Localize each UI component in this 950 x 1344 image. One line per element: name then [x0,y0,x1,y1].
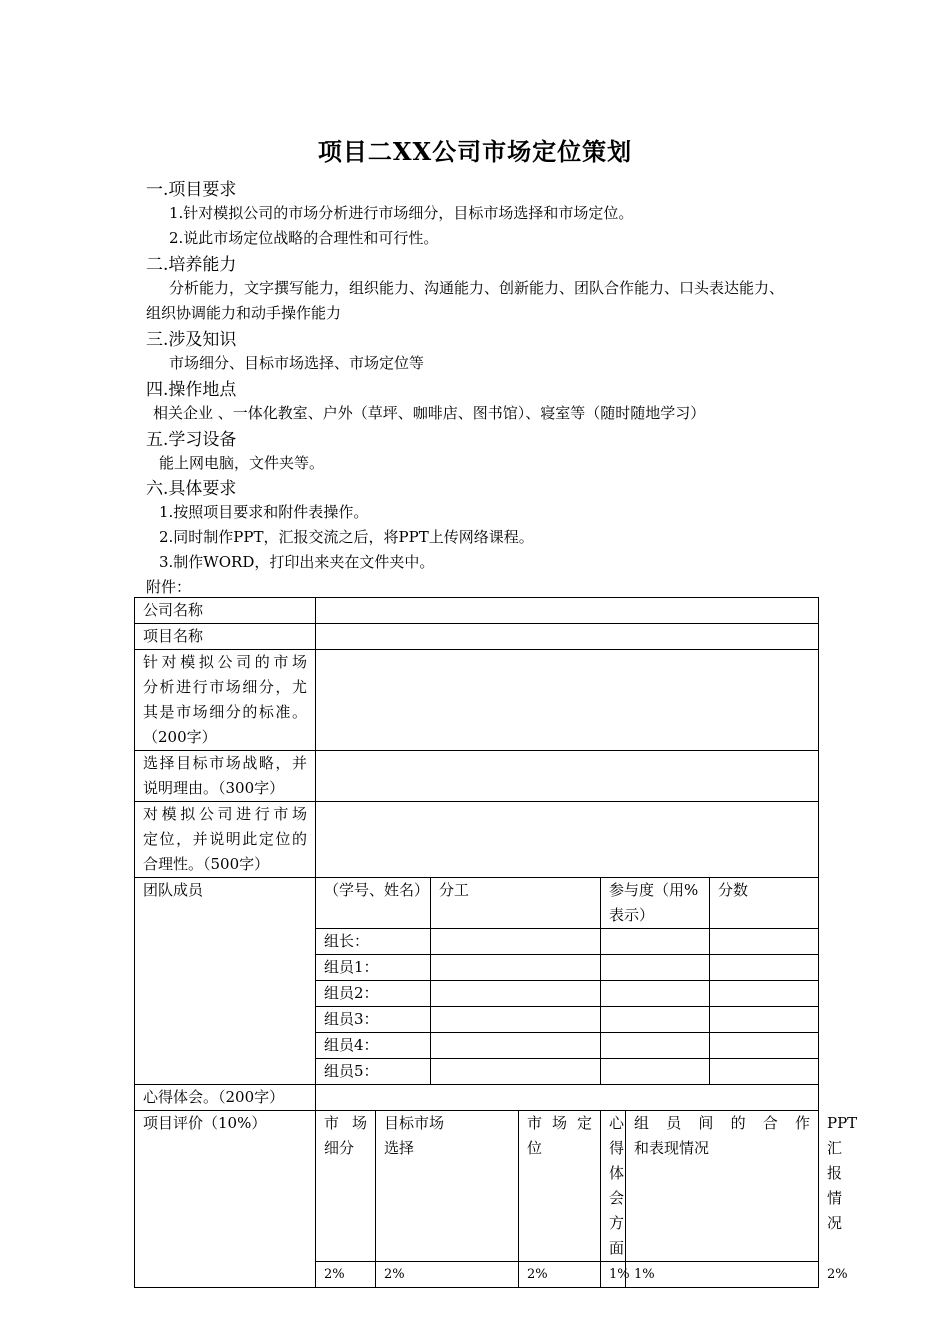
page-title: 项目二XX公司市场定位策划 [317,137,633,166]
eval-criterion-target-market [376,1111,519,1262]
member-division-field[interactable] [431,1059,601,1085]
eval-criterion-line: 选择 [384,1139,415,1157]
eval-criterion-reflection [601,1111,626,1262]
specific-line-2: 2.同时制作PPT，汇报交流之后，将PPT上传网络课程。 [159,528,534,546]
member-label-2: 组员2： [316,981,431,1007]
table-row: 项目评价（10%） 市 场 细分 目标市场 选择 市 场 定 位 心得体 会方面 组员间的合作 和表现情况 PPT 汇 报情况 [135,1111,819,1262]
company-name-label: 公司名称 [135,598,316,624]
member-label-4: 组员4： [316,1033,431,1059]
project-name-field[interactable] [316,624,819,650]
eval-criterion-line: 会方面 [609,1189,625,1257]
segmentation-question [135,650,316,751]
eval-weight-cooperation: 1% [626,1262,819,1288]
segmentation-question-line: 针对模拟公司的市场 [143,653,307,671]
eval-criterion-line: 心得体 [609,1114,625,1182]
target-market-question [135,751,316,802]
section-heading-knowledge: 三.涉及知识 [146,330,237,350]
eval-criterion-line: 组员间的合作 [634,1114,810,1132]
equipment-line: 能上网电脑，文件夹等。 [159,454,325,472]
target-market-question-line: 选择目标市场战略，并 [143,754,307,772]
target-market-question-line: 说明理由。（300字） [143,779,285,797]
positioning-answer-field[interactable] [316,802,819,878]
section-heading-requirements: 一.项目要求 [146,180,237,200]
member-participation-field[interactable] [601,1059,710,1085]
member-label-1: 组员1： [316,955,431,981]
member-participation-field[interactable] [601,955,710,981]
member-score-field[interactable] [710,1033,819,1059]
abilities-line-1: 分析能力，文字撰写能力，组织能力、沟通能力、创新能力、团队合作能力、口头表达能力、 [169,279,785,297]
segmentation-question-line: 其是市场细分的标准。 [143,703,307,721]
specific-line-1: 1.按照项目要求和附件表操作。 [159,503,369,521]
eval-criterion-line: 和表现情况 [634,1139,710,1157]
eval-criterion-cooperation [626,1111,819,1262]
member-division-field[interactable] [431,981,601,1007]
segmentation-question-line: 分析进行市场细分，尤 [143,678,307,696]
table-row [135,1085,819,1111]
member-score-field[interactable] [710,1059,819,1085]
eval-criterion-line: 细分 [324,1139,355,1157]
location-line: 相关企业 、一体化教室、户外（草坪、咖啡店、图书馆）、寝室等（随时随地学习） [153,404,706,422]
member-division-field[interactable] [431,1007,601,1033]
member-score-field[interactable] [710,955,819,981]
table-row [135,802,819,878]
table-row [135,751,819,802]
attachment-label: 附件： [146,578,192,596]
table-row [135,878,819,929]
team-members-label: 团队成员 [135,878,316,1085]
member-label-leader: 组长： [316,929,431,955]
section-heading-equipment: 五.学习设备 [146,430,237,450]
table-row [135,650,819,751]
target-market-answer-field[interactable] [316,751,819,802]
team-header-score: 分数 [710,878,819,929]
abilities-line-2: 组织协调能力和动手操作能力 [146,304,342,322]
member-score-field[interactable] [710,981,819,1007]
eval-criterion-positioning [519,1111,601,1262]
requirement-line-1: 1.针对模拟公司的市场分析进行市场细分，目标市场选择和市场定位。 [169,204,634,222]
member-division-field[interactable] [431,955,601,981]
segmentation-question-line: （200字） [143,728,217,746]
team-header-id-name: （学号、姓名） [316,878,431,929]
member-label-3: 组员3： [316,1007,431,1033]
company-name-field[interactable] [316,598,819,624]
knowledge-line: 市场细分、目标市场选择、市场定位等 [169,354,425,372]
eval-weight-positioning: 2% [519,1262,601,1288]
team-header-participation [601,878,710,929]
eval-weight-reflection: 1% [601,1262,626,1288]
requirement-line-2: 2.说此市场定位战略的合理性和可行性。 [169,229,439,247]
section-heading-abilities: 二.培养能力 [146,255,237,275]
eval-criterion-line: 位 [527,1139,543,1157]
eval-weight-segmentation: 2% [316,1262,376,1288]
positioning-question-line: 定位，并说明此定位的 [143,830,307,848]
eval-criterion-segmentation [316,1111,376,1262]
team-header-division: 分工 [431,878,601,929]
member-score-field[interactable] [710,1007,819,1033]
table-row: 2% 2% 2% 1% 1% 2% [135,1262,819,1288]
member-participation-field[interactable] [601,1033,710,1059]
member-participation-field[interactable] [601,929,710,955]
section-heading-specific: 六.具体要求 [146,479,237,499]
reflection-label: 心得体会。（200字） [135,1085,316,1111]
team-header-participation-line: 表示） [609,906,655,924]
member-score-field[interactable] [710,929,819,955]
project-name-label: 项目名称 [135,624,316,650]
evaluation-label: 项目评价（10%） [135,1111,316,1288]
positioning-question-line: 对模拟公司进行市场 [143,805,307,823]
reflection-field[interactable] [316,1085,819,1111]
eval-criterion-line: 市 场 定 [527,1114,592,1132]
member-division-field[interactable] [431,1033,601,1059]
positioning-question-line: 合理性。（500字） [143,855,270,873]
eval-criterion-line: 目标市场 [384,1114,445,1132]
table-row [135,624,819,650]
member-division-field[interactable] [431,929,601,955]
member-participation-field[interactable] [601,981,710,1007]
member-label-5: 组员5： [316,1059,431,1085]
attachment-form-table [134,597,858,1288]
member-participation-field[interactable] [601,1007,710,1033]
eval-criterion-line: 市 场 [324,1114,367,1132]
team-header-participation-line: 参与度（用% [609,881,699,899]
section-heading-location: 四.操作地点 [146,380,237,400]
eval-weight-target-market: 2% [376,1262,519,1288]
table-row [135,598,819,624]
positioning-question [135,802,316,878]
segmentation-answer-field[interactable] [316,650,819,751]
specific-line-3: 3.制作WORD，打印出来夹在文件夹中。 [159,553,435,571]
